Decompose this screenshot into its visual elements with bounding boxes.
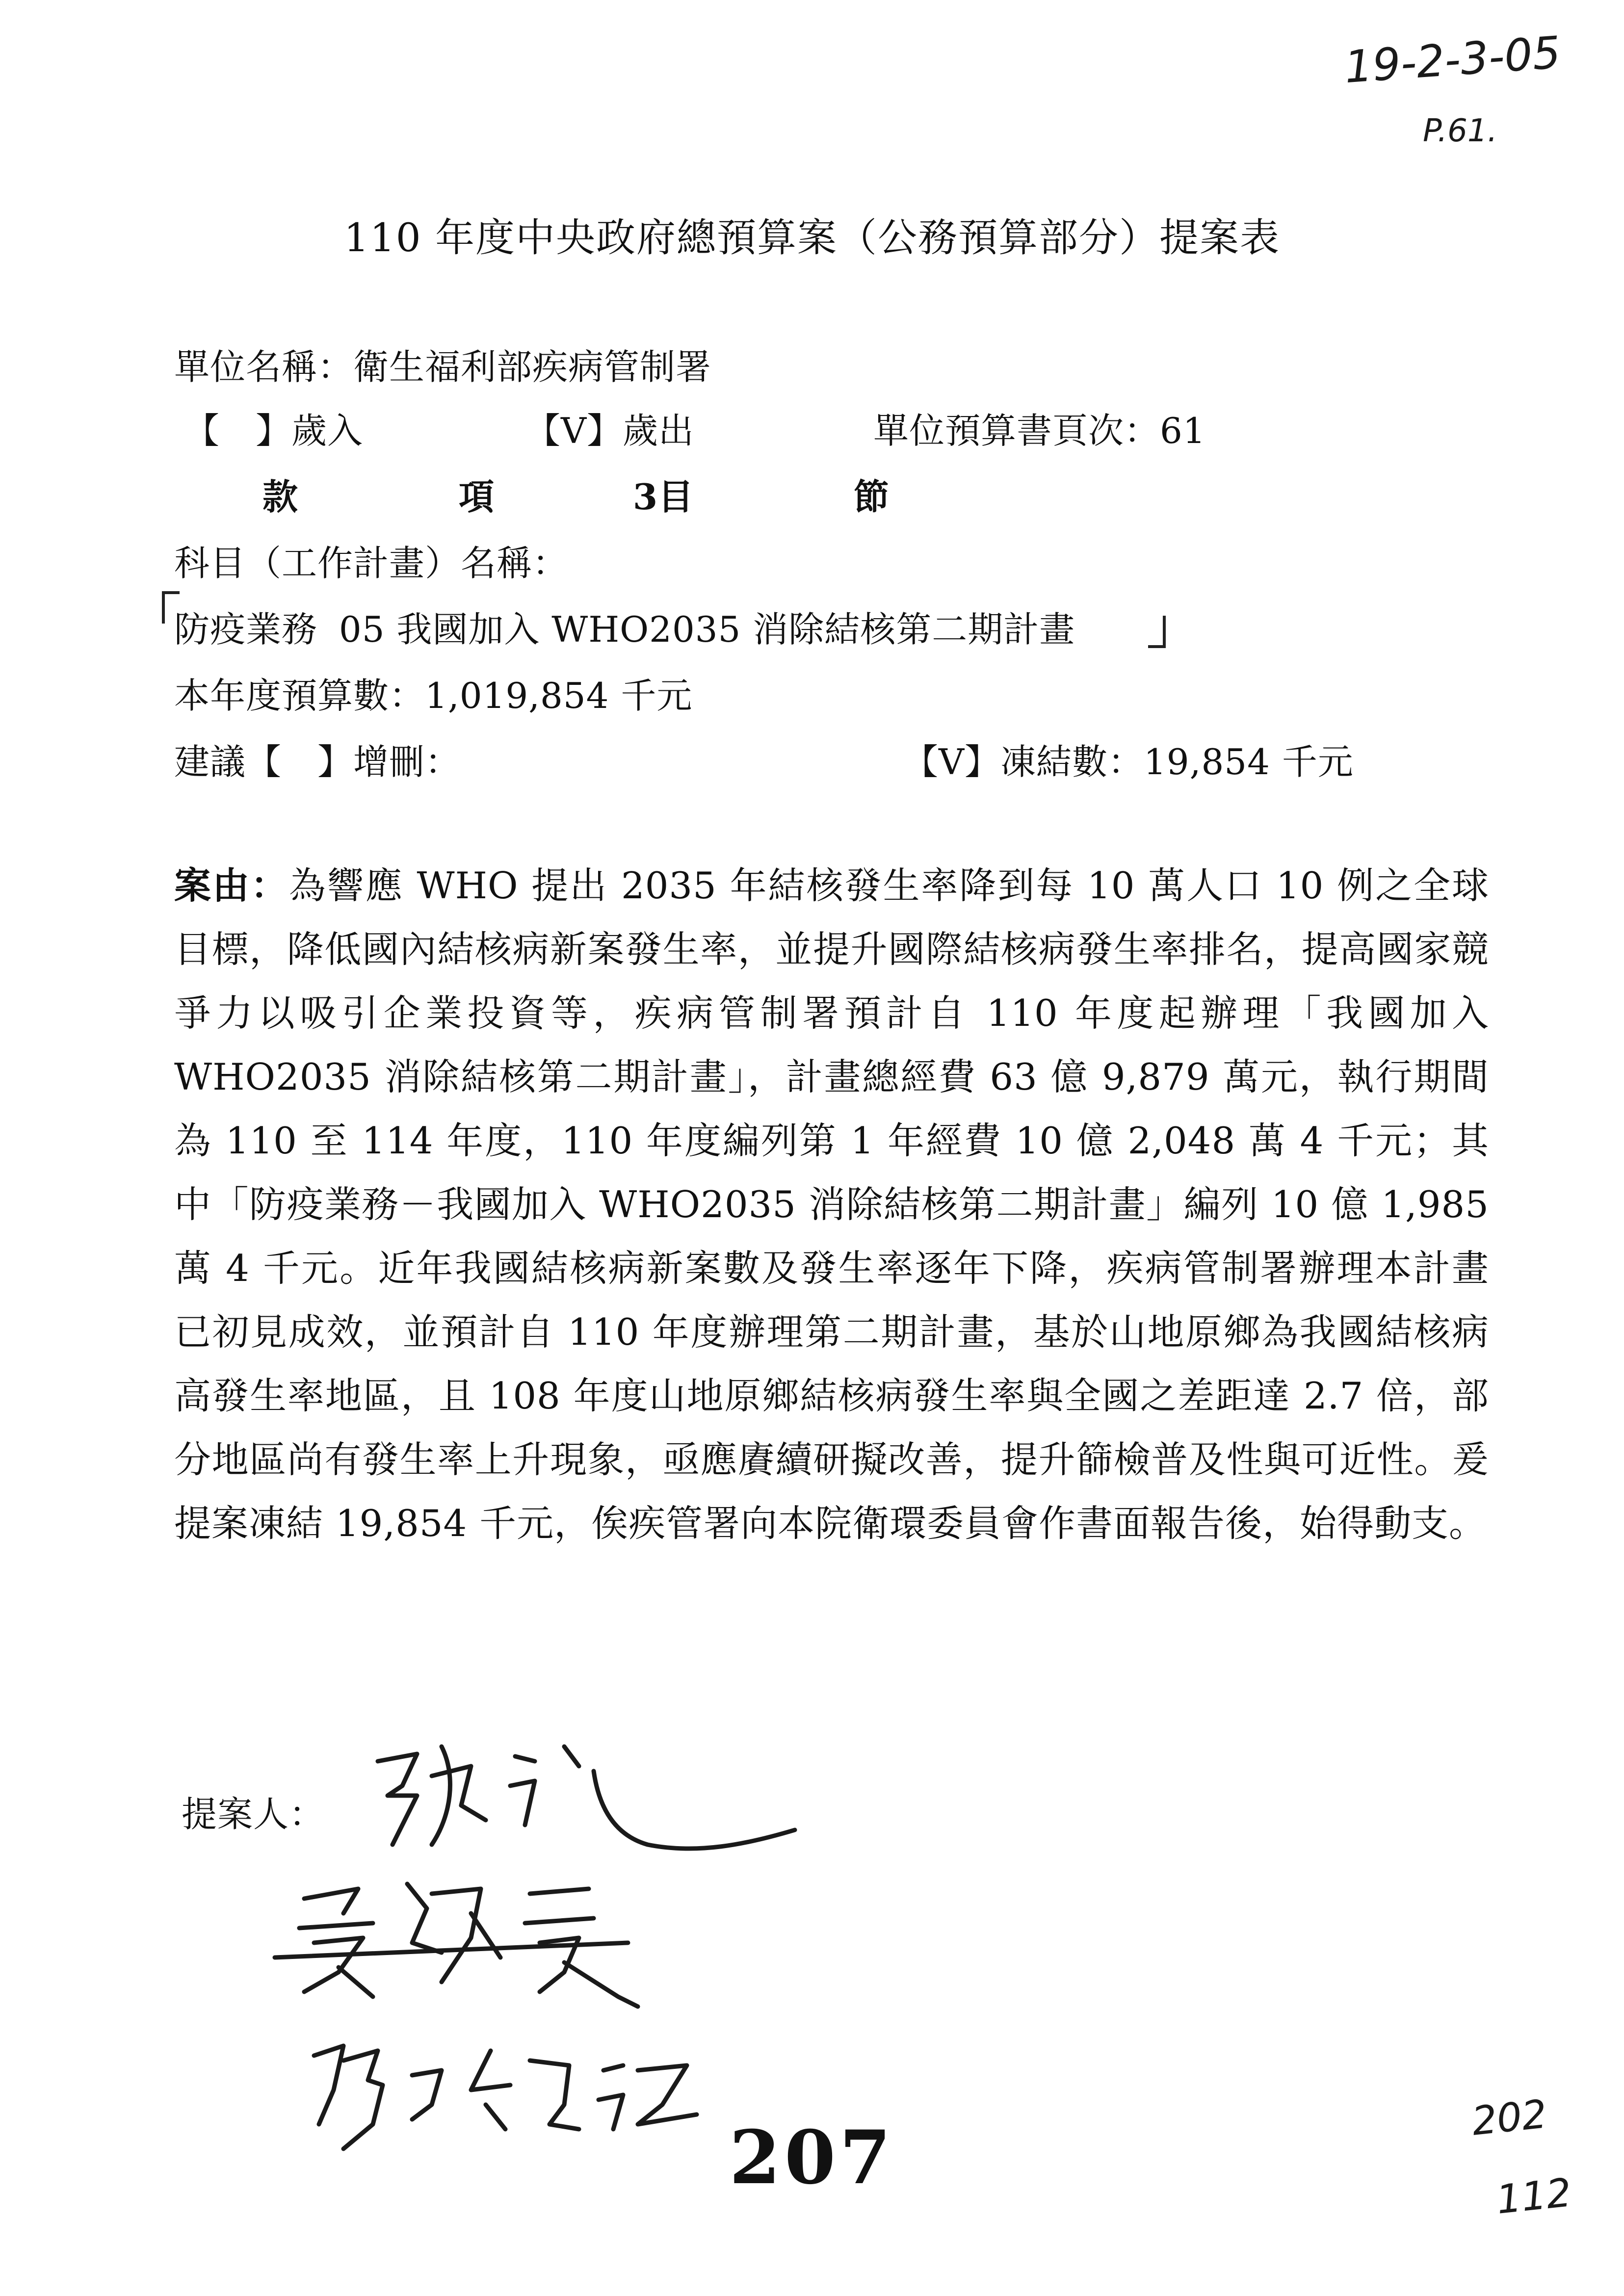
unit-label: 單位名稱： <box>174 346 354 388</box>
project-plan: 我國加入 WHO2035 消除結核第二期計畫 <box>396 609 1075 650</box>
freeze-amount: 【V】凍結數：19,854 千元 <box>903 741 1354 783</box>
suggestion-label: 建議【 】增刪： <box>174 741 461 783</box>
reason-label: 案由： <box>174 864 289 907</box>
project-name: 防疫業務 <box>174 609 318 650</box>
proposer-label: 提案人： <box>182 1794 325 1835</box>
page-number: 207 <box>729 2114 895 2201</box>
subject-kuan: 款 <box>262 476 299 518</box>
handwritten-code: 19-2-3-05 <box>1342 26 1563 94</box>
handwritten-note-a: 202 <box>1469 2091 1549 2144</box>
handwritten-page-ref: P.61. <box>1423 113 1497 149</box>
project-label: 科目（工作計畫）名稱： <box>174 543 569 584</box>
reason-text: 為響應 WHO 提出 2035 年結核發生率降到每 10 萬人口 10 例之全球目標，降低國內結核病新案發生率，並提升國際結核病發生率排名，提高國家競爭力以吸引企業投資等，疾病管制署預計自 110 年度起辦理「我國加入 WHO2035 消除結核第二期計畫」，計畫總經費 63 億 9,879 萬元，執行期間為 110 至 114 年度，110 年度編列第 1 年經費 10 億 2,048 萬 4 千元；其中「防疫業務－我國加入 WHO2035 消除結核第二期計畫」編列 10 億 1,985 萬 4 千元。近年我國結核病新案數及發生率逐年下降，疾病管制署辦理本計畫已初見成效，並預計自 110 年度辦理第二期計畫，基於山地原鄉為我國結核病高發生率地區，且 108 年度山地原鄉結核病發生率與全國之差距達 2.7 倍，部分地區尚有發生率上升現象，亟應賡續研擬改善，提升篩檢普及性與可近性。爰提案凍結 19,854 千元，俟疾管署向本院衛環委員會作書面報告後，始得動支。 <box>174 864 1489 1545</box>
budget-value: 1,019,854 千元 <box>425 675 693 716</box>
income-option: 【 】歲入 <box>184 410 364 451</box>
budget-label: 本年度預算數： <box>174 675 425 716</box>
project-code: 05 <box>339 609 385 650</box>
budget-page-ref: 單位預算書頁次：61 <box>873 410 1206 451</box>
subject-xiang: 項 <box>459 476 495 518</box>
unit-value: 衛生福利部疾病管制署 <box>353 346 712 388</box>
handwritten-note-b: 112 <box>1494 2169 1574 2223</box>
page-title: 110 年度中央政府總預算案（公務預算部分）提案表 <box>343 215 1281 261</box>
subject-mu: 3目 <box>633 476 694 518</box>
subject-jie: 節 <box>854 476 890 518</box>
expense-option: 【V】歲出 <box>525 410 694 451</box>
